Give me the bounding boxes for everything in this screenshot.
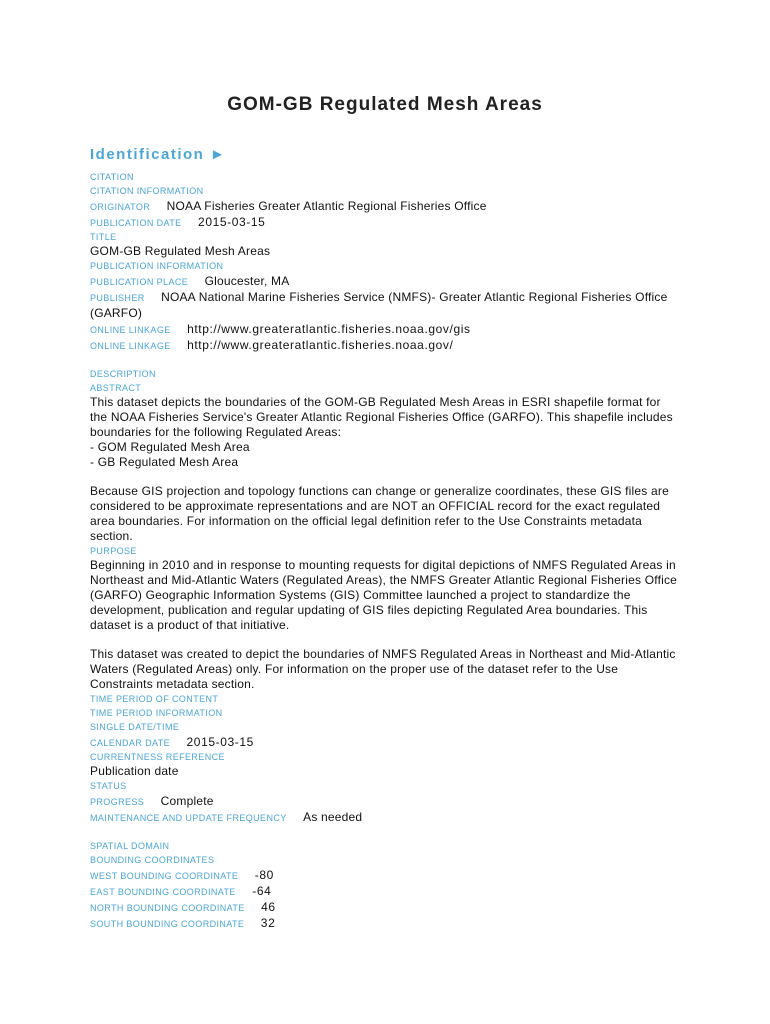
citation-label: CITATION bbox=[90, 172, 134, 182]
single-date-time-label: SINGLE DATE/TIME bbox=[90, 722, 180, 732]
north-bounding-value: 46 bbox=[261, 900, 276, 914]
south-bounding-row bbox=[90, 915, 680, 931]
calendar-date-value: 2015-03-15 bbox=[186, 735, 254, 749]
publication-information-label: PUBLICATION INFORMATION bbox=[90, 261, 224, 271]
progress-value: Complete bbox=[160, 794, 214, 808]
calendar-date-row bbox=[90, 734, 680, 750]
purpose-label: PURPOSE bbox=[90, 546, 137, 556]
expand-arrow-icon: ► bbox=[210, 146, 227, 163]
south-bounding-label: SOUTH BOUNDING COORDINATE bbox=[90, 919, 245, 929]
online-linkage-link[interactable]: http://www.greateratlantic.fisheries.noaa.gov/ bbox=[187, 338, 454, 352]
online-linkage-link[interactable]: http://www.greateratlantic.fisheries.noaa.gov/gis bbox=[187, 322, 471, 336]
east-bounding-value: -64 bbox=[252, 884, 272, 898]
title-label: TITLE bbox=[90, 232, 117, 242]
east-bounding-row bbox=[90, 883, 680, 899]
north-bounding-label: NORTH BOUNDING COORDINATE bbox=[90, 903, 245, 913]
citation-information-label: CITATION INFORMATION bbox=[90, 186, 204, 196]
description-label: DESCRIPTION bbox=[90, 369, 156, 379]
time-period-information-label: TIME PERIOD INFORMATION bbox=[90, 708, 223, 718]
maintenance-row bbox=[90, 809, 680, 825]
south-bounding-value: 32 bbox=[260, 916, 276, 930]
abstract-text: Because GIS projection and topology functions can change or generalize coordinates, these GIS files are considered to be approximate representations and are NOT an OFFICIAL record for the exact regulated area boundaries. For information on the official legal definition refer to the Use Constraints metadata section. bbox=[90, 484, 669, 543]
abstract-text: This dataset depicts the boundaries of the GOM-GB Regulated Mesh Areas in ESRI shapefile format for the NOAA Fisheries Service's Greater Atlantic Regional Fisheries Office (GARFO). This shapefile includes boundaries for the following Regulated Areas: - GOM Regulated Mesh Area - GB Regulated Mesh Area bbox=[90, 395, 673, 469]
spatial-domain-label: SPATIAL DOMAIN bbox=[90, 841, 170, 851]
identification-content bbox=[90, 170, 680, 931]
publication-place-row bbox=[90, 273, 680, 289]
publication-place-value: Gloucester, MA bbox=[204, 274, 290, 288]
east-bounding-label: EAST BOUNDING COORDINATE bbox=[90, 887, 236, 897]
progress-label: PROGRESS bbox=[90, 797, 145, 807]
online-linkage-label: ONLINE LINKAGE bbox=[90, 341, 171, 351]
title-value: GOM-GB Regulated Mesh Areas bbox=[90, 244, 271, 258]
publisher-label: PUBLISHER bbox=[90, 293, 145, 303]
maintenance-label: MAINTENANCE AND UPDATE FREQUENCY bbox=[90, 813, 287, 823]
originator-label: ORIGINATOR bbox=[90, 202, 151, 212]
publisher-row bbox=[90, 289, 680, 321]
section-label: Identification bbox=[90, 146, 205, 163]
publication-date-row bbox=[90, 214, 680, 230]
online-linkage-row bbox=[90, 337, 680, 353]
originator-value: NOAA Fisheries Greater Atlantic Regional Fisheries Office bbox=[166, 199, 487, 213]
page-title: GOM-GB Regulated Mesh Areas bbox=[227, 94, 543, 115]
abstract-label: ABSTRACT bbox=[90, 383, 142, 393]
publication-date-value: 2015-03-15 bbox=[198, 215, 266, 229]
currentness-reference-label: CURRENTNESS REFERENCE bbox=[90, 752, 225, 762]
publication-date-label: PUBLICATION DATE bbox=[90, 218, 182, 228]
west-bounding-value: -80 bbox=[254, 868, 274, 882]
originator-row bbox=[90, 198, 680, 214]
bounding-coordinates-label: BOUNDING COORDINATES bbox=[90, 855, 215, 865]
purpose-text: This dataset was created to depict the boundaries of NMFS Regulated Areas in Northeast and Mid-Atlantic Waters (Regulated Areas) only. For information on the proper use of the dataset refer to the Use Constraints metadata section. bbox=[90, 647, 676, 691]
publication-place-label: PUBLICATION PLACE bbox=[90, 277, 189, 287]
west-bounding-label: WEST BOUNDING COORDINATE bbox=[90, 871, 239, 881]
online-linkage-row bbox=[90, 321, 680, 337]
time-period-of-content-label: TIME PERIOD OF CONTENT bbox=[90, 694, 219, 704]
north-bounding-row bbox=[90, 899, 680, 915]
progress-row bbox=[90, 793, 680, 809]
online-linkage-label: ONLINE LINKAGE bbox=[90, 325, 171, 335]
purpose-text: Beginning in 2010 and in response to mounting requests for digital depictions of NMFS Regulated Areas in Northeast and Mid-Atlantic Waters (Regulated Areas), the NMFS Greater Atlantic Regional Fisheries Office (GARFO) Geographic Information Systems (GIS) Committee launched a project to standardize the development, publication and regular updating of GIS files depicting Regulated Area boundaries. This dataset is a product of that initiative. bbox=[90, 558, 678, 632]
status-label: STATUS bbox=[90, 781, 127, 791]
identification-section-toggle[interactable] bbox=[90, 146, 226, 163]
maintenance-value: As needed bbox=[303, 810, 363, 824]
publisher-value: NOAA National Marine Fisheries Service (NMFS)- Greater Atlantic Regional Fisheries Office (GARFO) bbox=[90, 290, 668, 320]
currentness-reference-value: Publication date bbox=[90, 764, 179, 778]
west-bounding-row bbox=[90, 867, 680, 883]
calendar-date-label: CALENDAR DATE bbox=[90, 738, 171, 748]
